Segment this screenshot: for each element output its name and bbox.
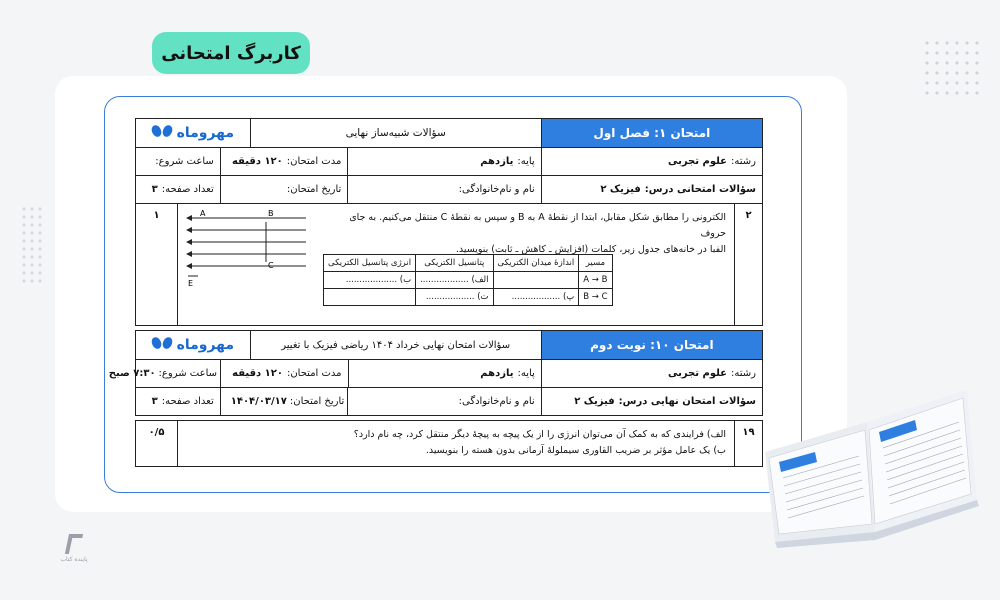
duration-value: ۱۲۰ دقیقه	[232, 368, 283, 379]
butterfly-icon	[152, 124, 172, 142]
field-e-label: E	[188, 279, 194, 288]
grade-value: یازدهم	[480, 156, 514, 167]
table-header: اندازهٔ میدان الکتریکی	[493, 255, 579, 272]
table-header: پتانسیل الکتریکی	[416, 255, 493, 272]
field-lines-figure	[182, 210, 312, 290]
table-cell: ت) ..................	[416, 289, 493, 306]
pages-label: تعداد صفحه:	[161, 184, 214, 195]
name-label: نام و نام‌خانوادگی:	[347, 388, 540, 415]
duration-value: ۱۲۰ دقیقه	[231, 156, 283, 167]
point-c-label: C	[268, 261, 274, 270]
grade-label: پایه:	[517, 156, 535, 167]
brand-name: مهروماه	[176, 337, 235, 353]
question-score: ۱	[136, 204, 178, 325]
logo-text: پاینده کتاب	[60, 556, 88, 563]
table-cell	[493, 272, 579, 289]
duration-label: مدت امتحان:	[286, 156, 342, 167]
exam2-title: امتحان ۱۰: نوبت دوم	[541, 331, 762, 359]
table-cell: ب) ...................	[324, 272, 416, 289]
exam2-logo	[136, 331, 250, 359]
course-value: فیزیک ۲	[600, 184, 641, 195]
question-line-2: ب) یک عامل مؤثر بر ضریب القاوری سیملولهٔ آرمانی بدون هسته را بنویسید.	[425, 445, 726, 456]
table-header: انرژی پتانسیل الکتریکی	[324, 255, 416, 272]
pages-label: تعداد صفحه:	[161, 396, 214, 407]
decorative-dots-left	[20, 205, 44, 283]
question-number: ۱۹	[734, 421, 762, 466]
question-score: ۰/۵	[136, 421, 178, 466]
exam1-title: امتحان ۱: فصل اول	[541, 119, 762, 147]
course-label: سؤالات امتحان نهایی درس:	[618, 396, 756, 407]
brand-name: مهروماه	[176, 125, 235, 141]
decorative-dots	[922, 38, 980, 98]
grade-label: پایه:	[517, 368, 535, 379]
open-book-image	[755, 382, 983, 552]
pages-value: ۳	[151, 184, 158, 195]
exam-sheet	[108, 118, 763, 467]
name-label: نام و نام‌خانوادگی:	[347, 176, 540, 203]
table-header-row	[324, 255, 613, 272]
grade-value: یازدهم	[480, 368, 514, 379]
question-text	[186, 427, 726, 459]
question-number: ۲	[734, 204, 762, 325]
exam1-subtitle: سؤالات شبیه‌ساز نهایی	[250, 119, 541, 147]
section-badge: کاربرگ امتحانی	[152, 32, 310, 74]
table-cell: A → B	[579, 272, 612, 289]
point-a-label: A	[200, 209, 206, 218]
duration-label: مدت امتحان:	[286, 368, 342, 379]
question-line-2: الفبا در خانه‌های جدول زیر، کلمات (افزایش ـ کاهش ـ ثابت) بنویسید.	[455, 244, 726, 255]
publisher-logo	[52, 534, 96, 563]
table-cell: B → C	[579, 289, 612, 306]
field-value: علوم تجربی	[667, 368, 728, 379]
course-value: فیزیک ۲	[574, 396, 615, 407]
question-text	[326, 210, 726, 258]
date-label: تاریخ امتحان:	[286, 184, 342, 195]
table-header: مسیر	[579, 255, 612, 272]
date-value: ۱۴۰۴/۰۳/۱۷	[230, 396, 287, 407]
question-line-1: الکترونی را مطابق شکل مقابل، ابتدا از نقطهٔ A به B و سپس به نقطهٔ C منتقل می‌کنیم. به جای حروف	[349, 212, 726, 239]
logo-mark-icon	[65, 534, 83, 554]
exam2-subtitle: سؤالات امتحان نهایی خرداد ۱۴۰۴ ریاضی فیزیک با تغییر	[250, 331, 541, 359]
field-label: رشته:	[731, 156, 756, 167]
course-label: سؤالات امتحانی درس:	[644, 184, 756, 195]
table-row	[324, 272, 613, 289]
exam1-logo	[136, 119, 250, 147]
point-b-label: B	[268, 209, 274, 218]
pages-value: ۳	[151, 396, 158, 407]
table-cell	[324, 289, 416, 306]
question-line-1: الف) فرایندی که به کمک آن می‌توان انرژی را از یک پیچه به پیچهٔ دیگر منتقل کرد، چه نام دارد؟	[353, 429, 726, 440]
date-label: تاریخ امتحان:	[289, 396, 345, 407]
table-row	[324, 289, 613, 306]
path-table	[323, 254, 613, 306]
table-cell: الف) ..................	[416, 272, 493, 289]
start-value: ۷:۳۰ صبح	[108, 368, 156, 379]
question-row	[135, 420, 763, 467]
start-label: ساعت شروع:	[155, 156, 214, 167]
butterfly-icon	[152, 336, 172, 354]
field-value: علوم تجربی	[667, 156, 728, 167]
field-label: رشته:	[731, 368, 756, 379]
table-cell: پ) ..................	[493, 289, 579, 306]
start-label: ساعت شروع:	[158, 368, 217, 379]
